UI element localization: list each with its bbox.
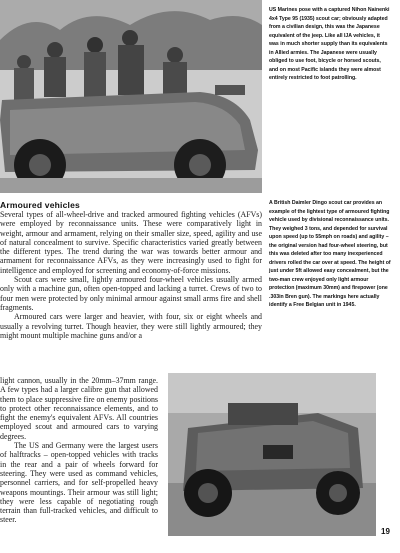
caption-top-photo: US Marines pose with a captured Nihon Nainenki 4x4 Type 95 (1935) scout car; obviously adapted from a civilian design, this was the Japanese equivalent of the jeep. Like all IJA vehicles, it was in much shorter supply than its equivalents in Allied armies. The Japanese were usually obliged to use foot, bicycle or horsed scouts, and on most Pacific islands they were almost entirely restricted to foot patrolling. [269, 7, 390, 81]
body-text-bottom [0, 376, 158, 525]
section-heading: Armoured vehicles [0, 200, 80, 210]
paragraph: Several types of all-wheel-drive and tracked armoured fighting vehicles (AFVs) were employed by reconnaissance units. These were comparatively light in weight, armour and armament, relying on their smaller size, speed, agility and use of natural concealment to survive. Specific characteristics varied greatly between the different types. The trend during the war was towards better armour and armament for reconnaissance AFVs, as they were increasingly used to fight for intelligence and employed for screening and economy-of-force missions. [0, 210, 262, 275]
paragraph: Armoured cars were larger and heavier, with four, six or eight wheels and usually a revolving turret. Though heavier, they were still lightly armoured; they might mount multiple machine guns and/or a [0, 312, 262, 340]
page-number: 19 [381, 527, 390, 536]
photo-daimler-dingo [168, 373, 376, 536]
paragraph: The US and Germany were the largest users of halftracks – open-topped vehicles with tracks in the rear and a pair of wheels forward for steering. They were used as command vehicles, personnel carriers, and for self-propelled heavy weapons mountings. Their armour was still light; they were less capable of negotiating rough terrain than full-tracked vehicles, and difficult to steer. [0, 441, 158, 525]
photo-captured-scout-car [0, 0, 262, 193]
paragraph: light cannon, usually in the 20mm–37mm range. A few types had a larger calibre gun that allowed them to place suppressive fire on enemy positions to protect other reconnaissance elements, and to fight the enemy's equivalent AFVs. All countries employed scout and armoured cars to varying degrees. [0, 376, 158, 441]
body-text-top [0, 210, 262, 340]
paragraph: Scout cars were small, lightly armoured four-wheel vehicles usually armed only with a machine gun, often open-topped and lacking a turret. Crews of two to four men were protected by only minimal armour against small arms fire and shell fragments. [0, 275, 262, 312]
caption-bottom-photo: A British Daimler Dingo scout car provides an example of the lightest type of armoured fighting vehicle used by divisional reconnaissance units. They weighed 3 tons, and depended for survival upon speed (up to 55mph on roads) and agility – the original version had four-wheel steering, but this was deleted after too many inexperienced drivers rolled the car over at speed. The height of just under 5ft allowed easy concealment, but the two-man crew enjoyed only light armour protection (maximum 30mm) and firepower (one .303in Bren gun). The markings here actually identify a Free Belgian unit in 1945. [269, 200, 391, 308]
